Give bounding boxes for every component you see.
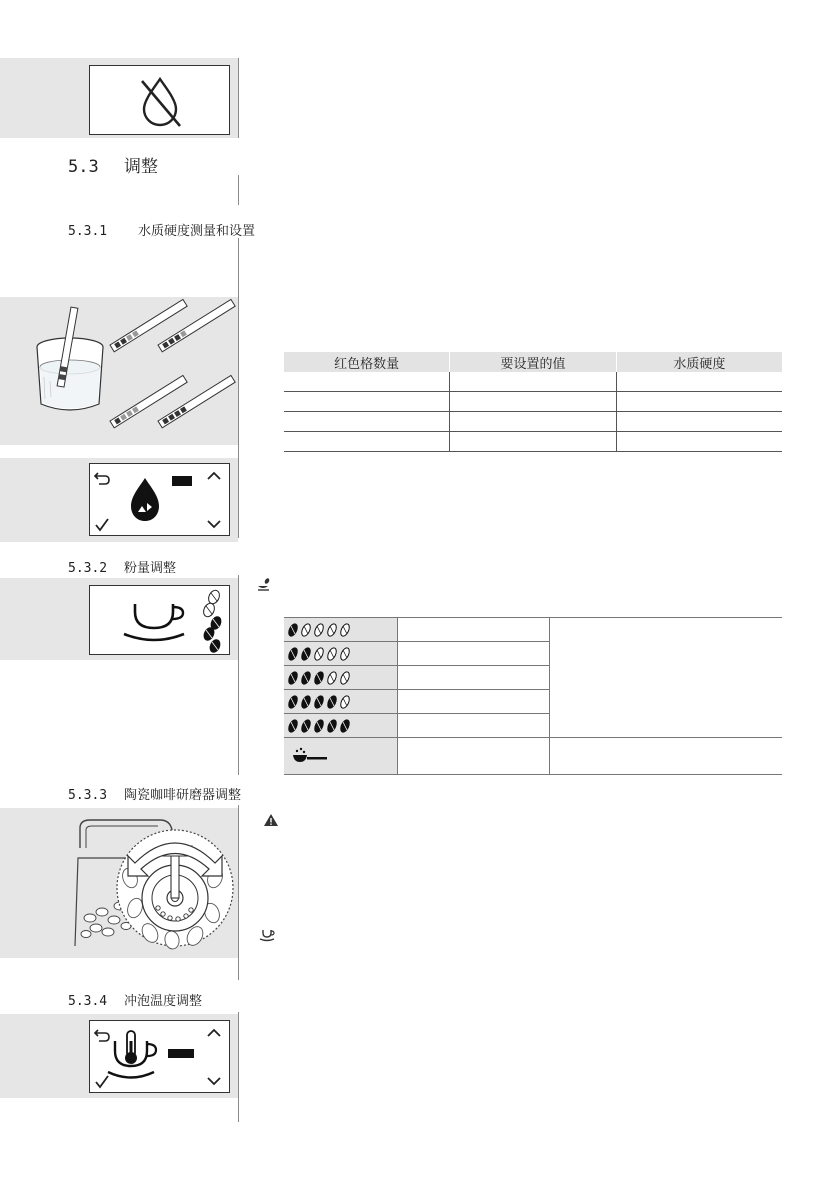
water-hardness-drop-icon	[131, 478, 159, 521]
bean-strength-3-icon	[284, 666, 397, 689]
bean-empty-icon	[339, 646, 351, 662]
ground-coffee-cell	[284, 738, 398, 775]
table-cell	[284, 392, 450, 412]
bean-strength-4-icon	[284, 690, 397, 713]
bean-filled-icon	[287, 622, 299, 638]
bean-strength-1-icon	[284, 618, 397, 641]
table-cell	[398, 714, 549, 738]
bean-filled-icon	[313, 694, 325, 710]
bean-filled-icon	[339, 718, 351, 734]
brew-temperature-icon	[108, 1031, 156, 1078]
bean-strength-2-icon	[284, 642, 397, 665]
bean-empty-icon	[326, 646, 338, 662]
table-cell	[450, 372, 616, 392]
display-no-water	[89, 65, 230, 135]
bean-empty-icon	[326, 670, 338, 686]
glass-of-water-icon	[37, 307, 103, 410]
grinder-adjust-illustration	[0, 808, 238, 958]
table-cell	[284, 432, 450, 452]
table-cell	[616, 372, 782, 392]
table-cell	[284, 412, 450, 432]
table-cell	[450, 392, 616, 412]
table-row	[284, 738, 782, 775]
column-rule	[238, 58, 239, 138]
bean-filled-icon	[300, 670, 312, 686]
bean-filled-icon	[300, 718, 312, 734]
bean-filled-icon	[300, 694, 312, 710]
table-cell	[549, 618, 782, 738]
checkmark-icon[interactable]	[96, 1076, 108, 1087]
table-cell	[398, 642, 549, 666]
bean-filled-icon	[300, 646, 312, 662]
water-test-strips-illustration	[0, 297, 238, 445]
column-rule	[238, 575, 239, 775]
no-water-drop-icon	[90, 66, 231, 136]
back-icon[interactable]	[95, 473, 109, 484]
table-row	[284, 372, 782, 392]
display-coffee-dose	[89, 585, 230, 655]
bean-empty-icon	[339, 622, 351, 638]
column-rule	[238, 238, 239, 538]
table-cell	[398, 618, 549, 642]
table-header: 要设置的值	[450, 352, 616, 372]
back-icon[interactable]	[95, 1030, 109, 1041]
bean-filled-icon	[313, 670, 325, 686]
section-heading-5-3-3: 5.3.3 陶瓷咖啡研磨器调整	[68, 788, 242, 803]
table-cell	[284, 372, 450, 392]
table-cell	[398, 666, 549, 690]
table-row	[284, 392, 782, 412]
section-heading-5-3-1: 5.3.1 水质硬度测量和设置	[68, 224, 256, 239]
table-header-row	[284, 352, 782, 372]
table-cell	[616, 432, 782, 452]
table-cell	[616, 392, 782, 412]
dose-level-cell	[284, 690, 398, 714]
column-rule	[238, 805, 239, 980]
table-cell	[450, 412, 616, 432]
dose-level-cell	[284, 618, 398, 642]
dose-level-cell	[284, 666, 398, 690]
column-rule	[238, 175, 239, 205]
bean-filled-icon	[326, 694, 338, 710]
bean-empty-icon	[326, 622, 338, 638]
chevron-up-icon[interactable]	[208, 1030, 220, 1036]
section-heading-5-3-4: 5.3.4 冲泡温度调整	[68, 994, 203, 1009]
section-heading-5-3-2: 5.3.2 粉量调整	[68, 561, 177, 576]
bean-empty-icon	[339, 694, 351, 710]
table-header: 红色格数量	[284, 352, 450, 372]
bean-filled-icon	[313, 718, 325, 734]
table-cell	[398, 690, 549, 714]
value-block	[172, 476, 192, 486]
dose-level-cell	[284, 642, 398, 666]
bean-empty-icon	[339, 670, 351, 686]
checkmark-icon[interactable]	[96, 519, 108, 530]
table-cell	[616, 412, 782, 432]
bean-filled-icon	[287, 718, 299, 734]
ground-coffee-icon	[257, 578, 273, 592]
coffee-cup-icon	[124, 604, 184, 640]
display-water-hardness	[89, 463, 230, 536]
section-heading-5-3: 5.3 调整	[68, 157, 158, 177]
bean-filled-icon	[287, 670, 299, 686]
table-row	[284, 432, 782, 452]
bean-empty-icon	[313, 646, 325, 662]
bean-empty-icon	[313, 622, 325, 638]
value-block	[168, 1049, 194, 1058]
table-cell	[398, 738, 549, 775]
bean-filled-icon	[287, 646, 299, 662]
display-brew-temperature	[89, 1020, 230, 1093]
water-hardness-table	[284, 352, 782, 452]
warning-icon	[263, 813, 279, 827]
bean-filled-icon	[287, 694, 299, 710]
chevron-down-icon[interactable]	[208, 521, 220, 527]
table-header: 水质硬度	[616, 352, 782, 372]
coffee-dose-table	[284, 617, 782, 775]
table-row	[284, 412, 782, 432]
chevron-up-icon[interactable]	[208, 473, 220, 479]
table-cell	[549, 738, 782, 775]
coffee-cup-small-icon	[259, 928, 277, 942]
ground-coffee-spoon-icon	[292, 746, 332, 766]
dose-level-cell	[284, 714, 398, 738]
grinder-key-icon	[171, 853, 179, 898]
bean-empty-icon	[300, 622, 312, 638]
table-cell	[450, 432, 616, 452]
coffee-bean-level-icon	[202, 589, 224, 655]
bean-strength-5-icon	[284, 714, 397, 737]
chevron-down-icon[interactable]	[208, 1078, 220, 1084]
table-row	[284, 618, 782, 642]
column-rule	[238, 1012, 239, 1122]
bean-filled-icon	[326, 718, 338, 734]
